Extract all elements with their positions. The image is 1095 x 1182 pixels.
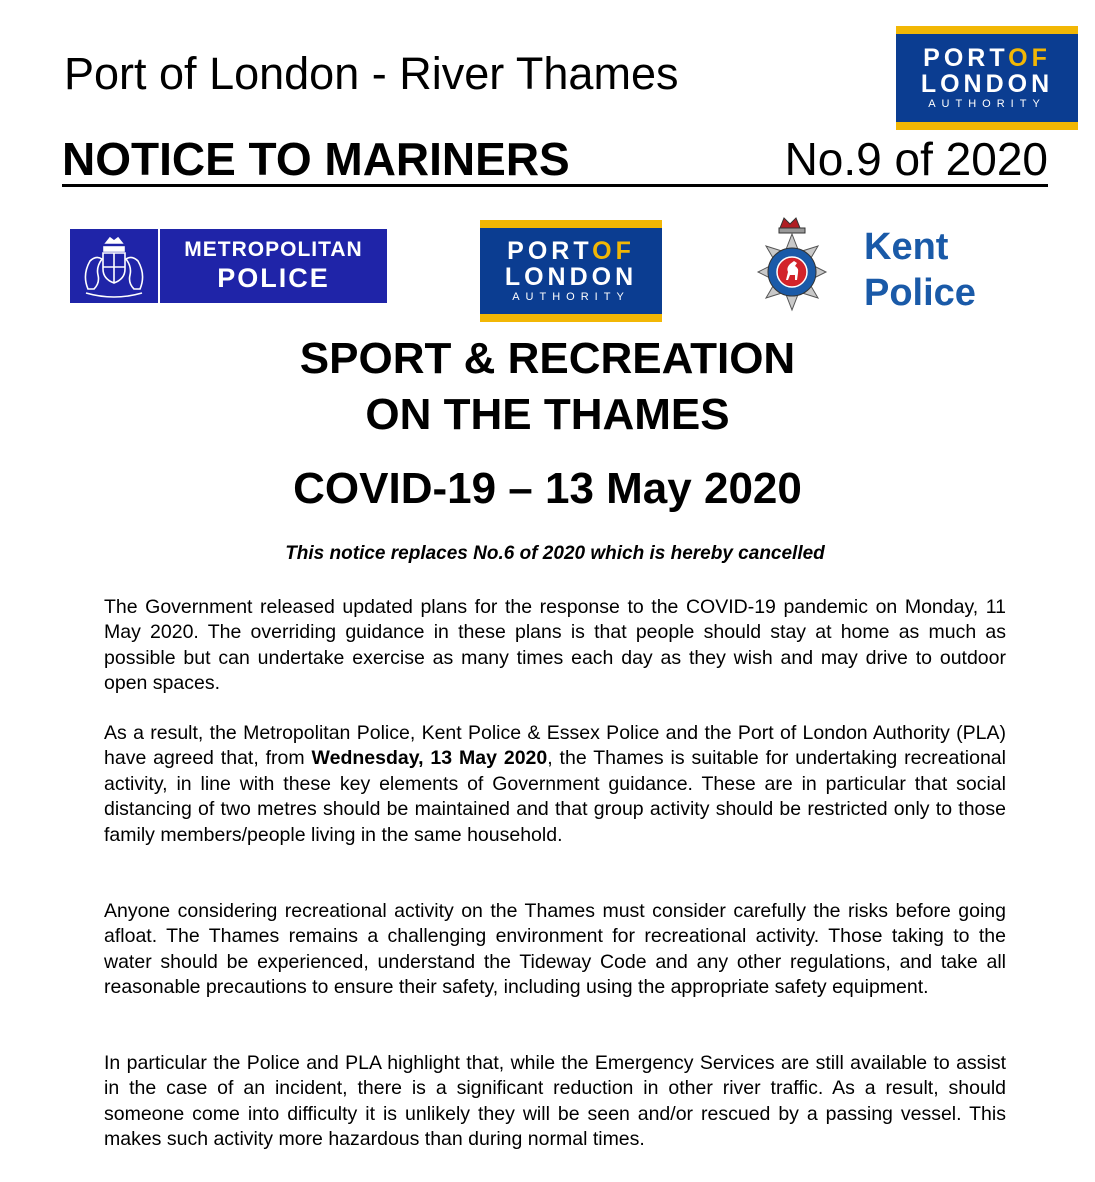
paragraph-agreement — [104, 721, 1006, 848]
paragraph-agreement-end: , the Thames is suitable for undertaking recreational activity, in line with these key elements of Government guidance. These are in particular that social distancing of two metres should be maintained and that group activity should be restricted only to those family members/people living in the same household. — [104, 747, 1006, 846]
pla-port-text: PORT — [923, 44, 1009, 73]
pla-logo-line3: AUTHORITY — [928, 97, 1046, 110]
met-logo-line1: METROPOLITAN — [184, 238, 363, 262]
pla-of-text: OF — [592, 237, 635, 266]
headline-line1: SPORT & RECREATION — [299, 334, 796, 383]
pla-logo-line2: LONDON — [504, 263, 638, 292]
pla-logo-line2: LONDON — [920, 70, 1054, 99]
paragraph-emergency-services: In particular the Police and PLA highlight that, while the Emergency Services are still available to assist in the case of an incident, there is a significant reduction in other river traffic. As a result, should someone come into difficulty it is unlikely they will be seen and/or rescued by a passing vessel. This makes such activity more hazardous than during normal times. — [104, 1052, 1006, 1151]
kent-police-badge-icon — [742, 206, 842, 326]
pla-logo-line3: AUTHORITY — [512, 290, 630, 303]
met-police-logo — [70, 229, 387, 303]
pla-logo-line1 — [896, 45, 1078, 71]
notice-title-bar — [62, 134, 1048, 187]
paragraph-government-guidance: The Government released updated plans for the response to the COVID-19 pandemic on Monday, 11 May 2020. The overriding guidance in these plans is that people should stay at home as much as possible but can undertake exercise as many times each day as they wish and may drive to outdoor open spaces. — [104, 596, 1006, 695]
notice-number: No.9 of 2020 — [784, 133, 1048, 185]
replacement-note: This notice replaces No.6 of 2020 which is hereby cancelled — [285, 543, 825, 564]
pla-of-text: OF — [1008, 44, 1051, 73]
kent-logo-line2: Police — [864, 272, 976, 314]
pla-logo-line1 — [480, 238, 662, 264]
kent-police-wordmark — [864, 224, 976, 316]
pla-logo-center — [480, 220, 662, 322]
effective-date: Wednesday, 13 May 2020 — [311, 747, 548, 770]
paragraph-agreement-start: As a result, the Metropolitan Police, Kent Police & Essex Police and the Port of London Authority (PLA) have agreed that, from — [104, 722, 1006, 770]
kent-logo-line1: Kent — [864, 226, 949, 268]
pla-port-text: PORT — [507, 237, 593, 266]
document-place-heading: Port of London - River Thames — [64, 48, 679, 99]
pla-logo-top — [896, 26, 1078, 130]
headline-date: COVID-19 – 13 May 2020 — [293, 464, 802, 513]
notice-title: NOTICE TO MARINERS — [62, 133, 570, 185]
met-crest-icon — [70, 229, 160, 303]
paragraph-risks: Anyone considering recreational activity on the Thames must consider carefully the risks before going afloat. The Thames remains a challenging environment for recreational activity. Those taking to the water should be experienced, understand the Tideway Code and any other regulations, and take all reasonable precautions to ensure their safety, including using the appropriate safety equipment. — [104, 900, 1006, 999]
headline-line2: ON THE THAMES — [365, 390, 730, 439]
met-logo-wordmark — [160, 229, 387, 303]
met-logo-line2: POLICE — [217, 263, 330, 294]
